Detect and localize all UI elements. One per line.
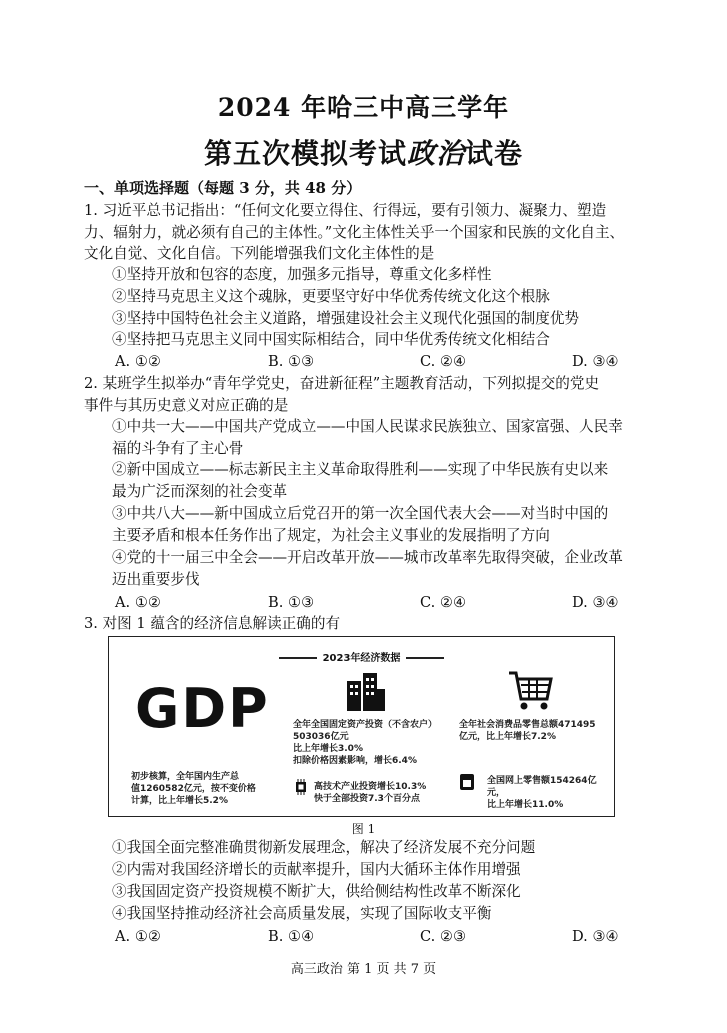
gdp-text: 初步核算，全年国内生产总 值1260582亿元，按不变价格 计算，比上年增长5.2% [131,772,256,806]
q1-item: ②坚持马克思主义这个魂脉，更要坚守好中华优秀传统文化这个根脉 [112,288,550,305]
figure-caption: 图 1 [351,822,376,836]
q1-stem-line: 力、辐射力，就必须有自己的主体性。”文化主体性关乎一个国家和民族的文化自主、 [84,224,625,241]
q2-option-d[interactable]: D. ③④ [572,594,619,611]
section-heading: 一、单项选择题（每题 3 分，共 48 分） [84,179,362,197]
economic-data-figure [108,636,615,817]
chip-icon [293,779,309,795]
q1-option-b[interactable]: B. ①③ [268,353,315,370]
figure-header [109,649,614,664]
exam-title-line1: 2024 年哈三中高三学年 [217,93,510,122]
q1-option-c[interactable]: C. ②④ [420,353,467,370]
online-shop-icon [459,773,475,791]
q2-stem-line: 事件与其历史意义对应正确的是 [84,397,289,414]
q2-item: 福的斗争有了主心骨 [112,440,244,457]
online-retail-text: 全国网上零售额154264亿元， 比上年增长11.0% [487,776,597,810]
investment-text: 全年全国固定资产投资（不含农户） 503036亿元 比上年增长3.0% 扣除价格因素影响，增长6.4% [293,720,438,766]
q2-stem-line: 2. 某班学生拟举办“青年学党史，奋进新征程”主题教育活动，下列拟提交的党史 [84,375,600,392]
q1-option-d[interactable]: D. ③④ [572,353,619,370]
q3-item: ②内需对我国经济增长的贡献率提升，国内大循环主体作用增强 [112,861,521,878]
title-end: 试卷 [465,137,524,170]
q2-option-b[interactable]: B. ①③ [268,594,315,611]
q1-stem-line: 文化自觉、文化自信。下列能增强我们文化主体性的是 [84,245,435,262]
title-main: 第五次模拟考试 [203,137,407,170]
q3-option-b[interactable]: B. ①④ [268,928,315,945]
q2-item: ④党的十一届三中全会——开启改革开放——城市改革率先取得突破，企业改革 [112,549,623,566]
q1-item: ③坚持中国特色社会主义道路，增强建设社会主义现代化强国的制度优势 [112,310,580,327]
q2-item: ①中共一大——中国共产党成立——中国人民谋求民族独立、国家富强、人民幸 [112,418,623,435]
q2-item: 最为广泛而深刻的社会变革 [112,483,288,500]
q2-option-a[interactable]: A. ①② [115,594,161,611]
shopping-cart-icon [507,669,553,713]
q3-item: ④我国坚持推动经济社会高质量发展，实现了国际收支平衡 [112,905,492,922]
q1-item: ①坚持开放和包容的态度，加强多元指导，尊重文化多样性 [112,266,492,283]
q3-option-c[interactable]: C. ②③ [420,928,467,945]
figure-header-text: 2023年经济数据 [322,653,401,664]
gdp-logo: GDP [135,677,270,740]
high-tech-text: 高技术产业投资增长10.3% 快于全部投资7.3个百分点 [314,782,427,804]
page-footer: 高三政治 第 1 页 共 7 页 [290,962,437,977]
q1-stem-line: 1. 习近平总书记指出：“任何文化要立得住、行得远，要有引领力、凝聚力、塑造 [84,202,607,219]
q2-item: ②新中国成立——标志新民主主义革命取得胜利——实现了中华民族有史以来 [112,461,609,478]
title-subject: 政治 [406,137,465,170]
q1-item: ④坚持把马克思主义同中国实际相结合，同中华优秀传统文化相结合 [112,331,550,348]
exam-title-line2 [0,132,727,172]
q2-item: ③中共八大——新中国成立后党召开的第一次全国代表大会——对当时中国的 [112,505,609,522]
q3-stem: 3. 对图 1 蕴含的经济信息解读正确的有 [84,615,341,632]
q2-item: 迈出重要步伐 [112,571,200,588]
q2-option-c[interactable]: C. ②④ [420,594,467,611]
q3-item: ①我国全面完整准确贯彻新发展理念，解决了经济发展不充分问题 [112,839,536,856]
q1-option-a[interactable]: A. ①② [115,353,161,370]
q2-item: 主要矛盾和根本任务作出了规定，为社会主义事业的发展指明了方向 [112,527,550,544]
buildings-icon [343,671,387,713]
q3-option-a[interactable]: A. ①② [115,928,161,945]
q3-item: ③我国固定资产投资规模不断扩大，供给侧结构性改革不断深化 [112,883,521,900]
retail-text: 全年社会消费品零售总额471495 亿元，比上年增长7.2% [459,720,596,742]
q3-option-d[interactable]: D. ③④ [572,928,619,945]
